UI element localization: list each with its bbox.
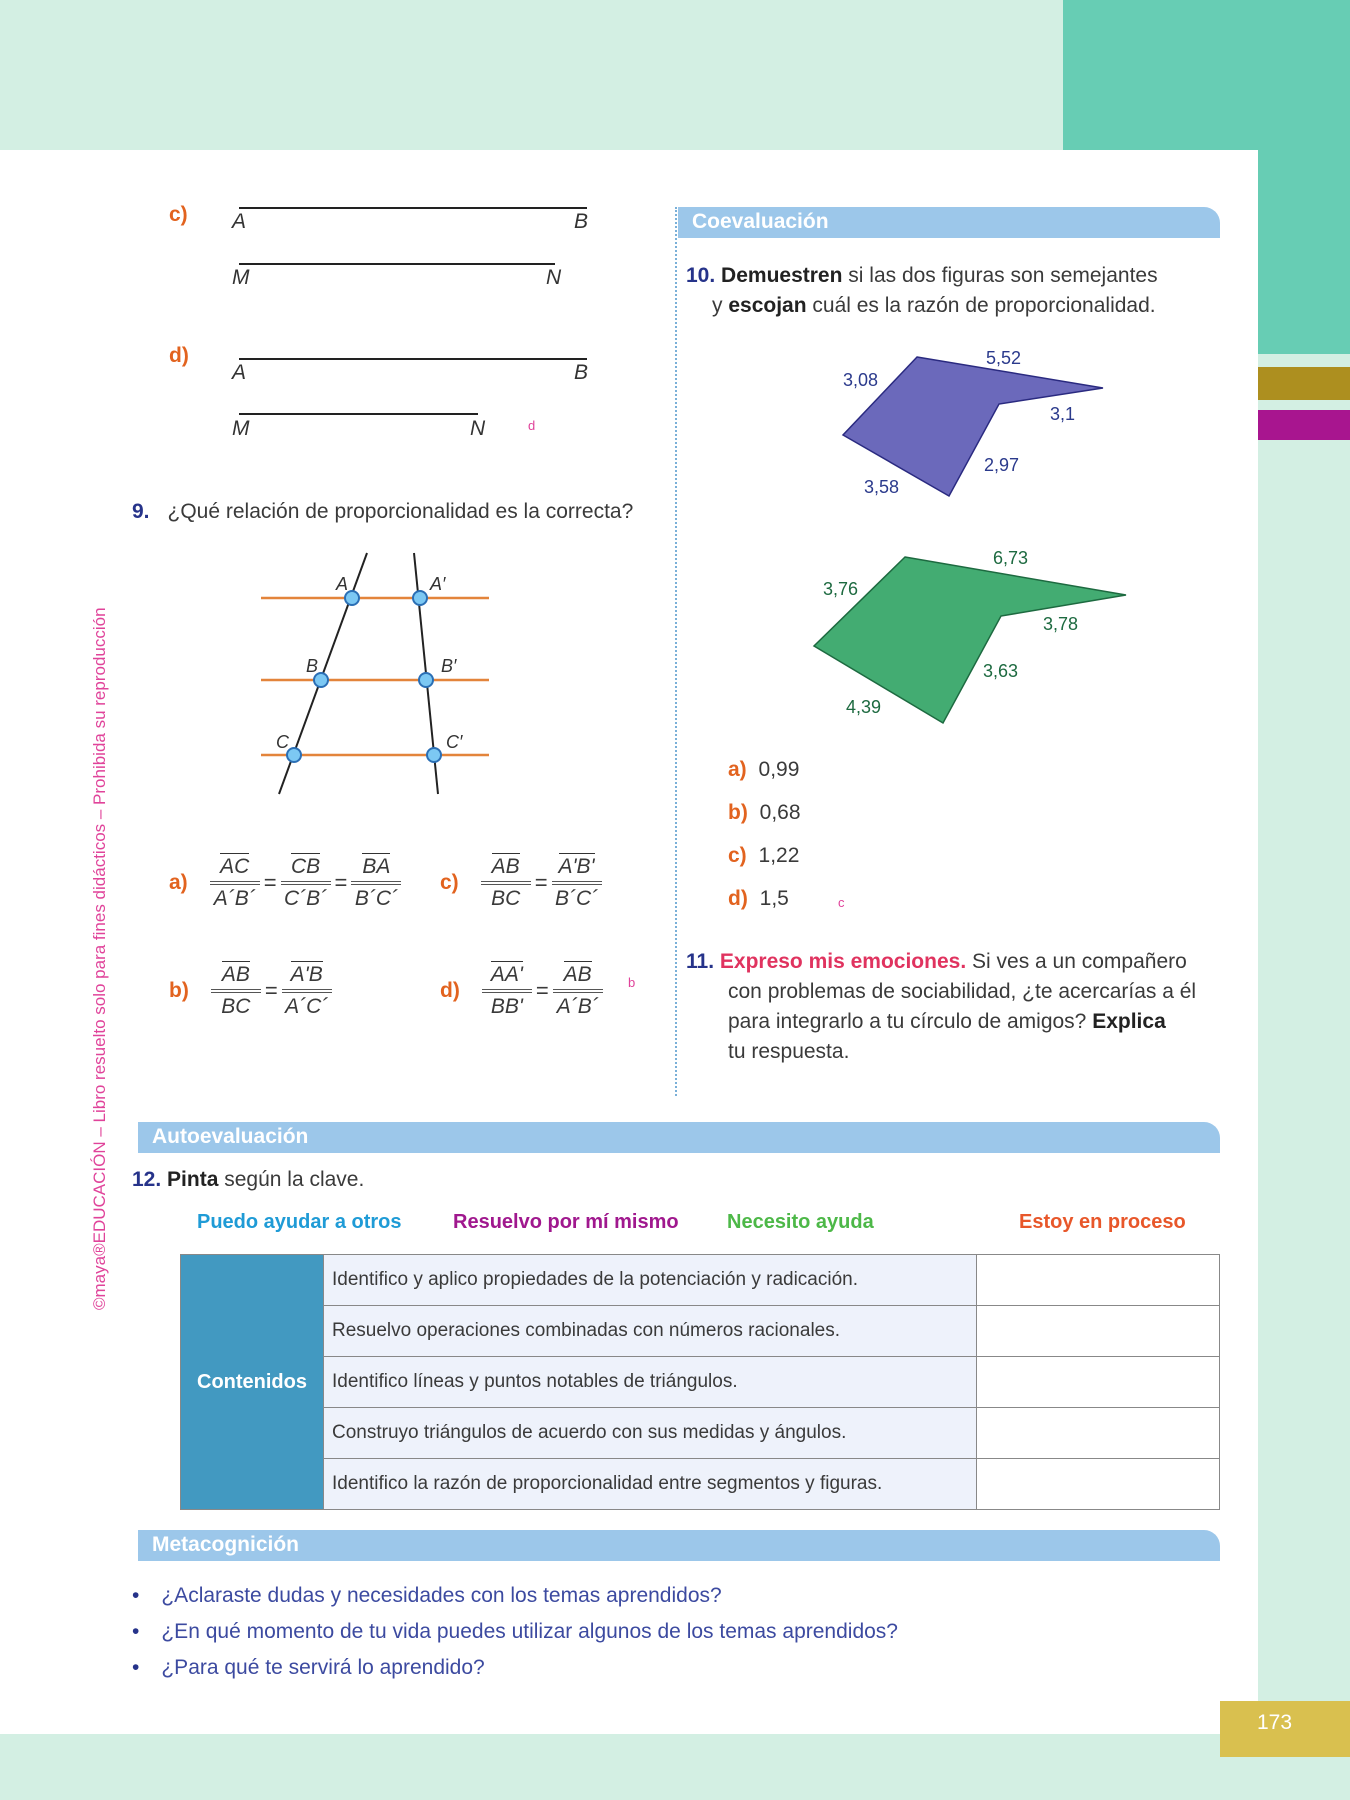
side-label: 4,39 [846,697,882,717]
tab-decoration [1258,367,1350,400]
side-label: 6,73 [993,548,1029,568]
key-label: Necesito ayuda [727,1211,874,1233]
answer-mark: c [838,895,845,910]
question-10: 10. Demuestren si las dos figuras son semejantes y escojan cuál es la razón de proporcionalidad. [686,264,1158,317]
row-header: Contenidos [181,1255,324,1510]
key-label: Resuelvo por mí mismo [453,1211,679,1233]
side-label: 5,52 [986,348,1022,368]
answer-mark: d [528,418,536,433]
point-label: B [306,656,319,676]
list-item: • ¿Para qué te servirá lo aprendido? [132,1656,485,1679]
side-label: 3,63 [983,661,1019,681]
question-11: 11. Expreso mis emociones. Si ves a un compañero con problemas de sociabilidad, ¿te acercarías a él para integrarlo a tu círculo de amigos? Explica tu respuesta. [686,950,1197,1063]
option-c[interactable]: c) $\frac{AB}{BC}$ = $\frac{A'B'}{B´C´}$ [440,855,602,911]
point-label: B [574,210,589,233]
tab-decoration [1258,410,1350,440]
point-label: A [232,210,247,233]
point-label: B [574,361,589,384]
color-cell[interactable] [977,1306,1220,1357]
table-row [181,1255,1220,1306]
answer-option[interactable]: a) 0,99 [728,758,800,781]
option-label: c) [169,203,188,226]
side-label: 3,08 [843,370,879,390]
table-cell: Identifico líneas y puntos notables de triángulos. [324,1357,977,1408]
table-row [181,1408,1220,1459]
figure-1 [843,357,1103,496]
option-label: d) [169,344,189,367]
answer-option[interactable]: b) 0,68 [728,801,801,824]
point-label: B′ [441,656,457,676]
section-header-autoevaluacion: Autoevaluación [138,1122,1220,1153]
answer-options [728,758,801,930]
side-label: 2,97 [984,455,1020,475]
answer-mark: b [628,975,636,990]
table-cell: Resuelvo operaciones combinadas con números racionales. [324,1306,977,1357]
point-label: M [232,417,250,440]
point-label: M [232,266,250,289]
table-row [181,1459,1220,1510]
point-label: N [546,266,562,289]
option-a[interactable]: a) $\frac{AC}{A´B´}$ = $\frac{CB}{C´B´}$ = $\frac{BA}{B´C´}$ [169,855,401,911]
point-label: N [470,417,486,440]
question-12: 12. Pinta según la clave. [132,1168,365,1191]
side-label: 3,76 [823,579,859,599]
list-item: • ¿Aclaraste dudas y necesidades con los temas aprendidos? [132,1584,722,1607]
table-row [181,1357,1220,1408]
section-header-coevaluacion: Coevaluación [678,207,1220,238]
table-cell: Identifico y aplico propiedades de la potenciación y radicación. [324,1255,977,1306]
page-number: 173 [1220,1701,1350,1757]
list-item: • ¿En qué momento de tu vida puedes utilizar algunos de los temas aprendidos? [132,1620,898,1643]
side-label: 3,58 [864,477,900,497]
point-label: A [336,574,349,594]
section-header-metacognicion: Metacognición [138,1530,1220,1561]
parallel-lines-diagram [0,0,700,820]
question-9: 9. ¿Qué relación de proporcionalidad es la correcta? [132,500,634,523]
color-cell[interactable] [977,1459,1220,1510]
point-label: A′ [430,574,446,594]
key-label: Estoy en proceso [1019,1211,1186,1233]
point-label: A [232,361,247,384]
option-b[interactable]: b) $\frac{AB}{BC}$ = $\frac{A'B}{A´C´}$ [169,963,332,1019]
color-cell[interactable] [977,1357,1220,1408]
self-evaluation-table [180,1254,1220,1510]
color-cell[interactable] [977,1408,1220,1459]
answer-option[interactable]: d) 1,5 [728,887,789,910]
table-cell: Identifico la razón de proporcionalidad entre segmentos y figuras. [324,1459,977,1510]
table-cell: Construyo triángulos de acuerdo con sus medidas y ángulos. [324,1408,977,1459]
side-label: 3,1 [1050,404,1076,424]
point-label: C′ [446,732,463,752]
color-cell[interactable] [977,1255,1220,1306]
answer-option[interactable]: c) 1,22 [728,844,800,867]
table-row [181,1306,1220,1357]
similar-figures [780,330,1180,750]
side-label: 3,78 [1043,614,1079,634]
key-label: Puedo ayudar a otros [197,1211,402,1233]
watermark: ©maya®EDUCACIÓN – Libro resuelto solo para fines didácticos – Prohibida su reproducción [90,607,109,1310]
option-d[interactable]: d) $\frac{AA'}{BB'}$ = $\frac{AB}{A´B´}$ [440,963,603,1019]
column-divider [675,207,677,1096]
point-label: C [276,732,289,752]
reflection-list [132,1578,898,1686]
